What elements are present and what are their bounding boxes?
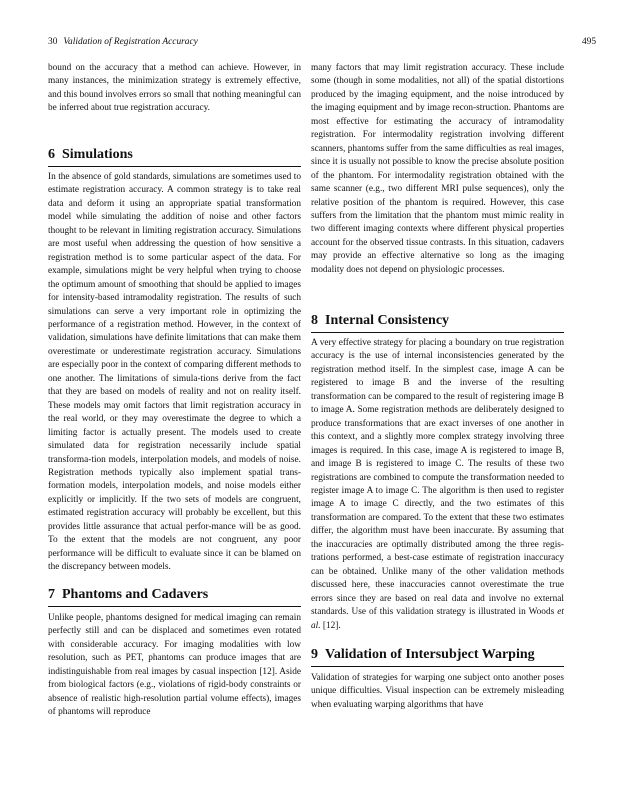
chapter-title: Validation of Registration Accuracy [63, 37, 198, 47]
section-9-body [311, 672, 564, 712]
section-7-body [48, 612, 301, 720]
continued-paragraph: many factors that may limit registration accuracy. These include some (though in some modalities, not all) of the spatial distortions produced by the imaging equipment, and the noise introduced by the imaging equipment and by image recon-struction. Phantoms are most effective for estimating the accuracy of intramodality registration. For intermodality registration involving different scanners, phantoms suffer from the same difficulties as real images, since it is usually not possible to know the precise absolute position of the phantom. For intermodality registration obtained with the same scanner (e.g., two different MRI pulse sequences), only the relative position of the phantom is required. However, this case suffers from the limitation that the phantom must mimic reality in two different imaging contexts where different physical properties account for the observed tissue contrasts. In this situation, cadavers may provide an effective alternative so long as the imaging modality does not depend on physiologic processes. [311, 63, 564, 275]
section-8-title: Internal Consistency [325, 313, 450, 328]
running-header [48, 37, 596, 51]
section-7-title: Phantoms and Cadavers [62, 587, 209, 602]
section-7-heading [48, 586, 301, 607]
section-6-number: 6 [48, 147, 55, 162]
section-8-paragraph [311, 337, 564, 633]
page-number: 495 [581, 37, 596, 47]
section-8-heading [311, 312, 564, 333]
section-9-paragraph: Validation of strategies for warping one subject onto another poses unique difficulties. Visual inspection can be extremely misleading when evaluating warping algorithms that have [311, 673, 564, 710]
section-7-paragraph: Unlike people, phantoms designed for medical imaging can remain perfectly still and can be displaced and sometimes even rotated with considerable accuracy. For imaging modalities with low resolution, such as PET, phantoms can produce images that are indistinguishable from real images by casual inspection [12]. Aside from biological factors (e.g., violations of rigid-body constraints or absence of realistic high-resolution partial volume effects), images of phantoms will reproduce [48, 613, 301, 718]
section-9-title: Validation of Intersubject Warping [325, 647, 535, 662]
intro-block [48, 62, 301, 116]
citation-et-al: et al. [311, 607, 564, 631]
section-6-heading [48, 146, 301, 167]
running-header-left [48, 37, 198, 47]
section-7-number: 7 [48, 587, 55, 602]
section-6-title: Simulations [62, 147, 133, 162]
section-6-body [48, 171, 301, 575]
chapter-number: 30 [48, 37, 58, 47]
section-8-text: A very effective strategy for placing a boundary on true registration accuracy is the use of internal inconsistencies generated by the registration method itself. In the simplest case, image A can be registered to image B and the inverse of the resulting transformation can be compared to the result of registering image B to image A. Some registration methods are deliberately designed to produce transformations that are exact inverses of one another in this context, and a slightly more complex strategy involving three images is required. In this case, image A is registered to image B, and image B is registered to image C. The results of these two registrations are combined to compute the transformation needed to register image A to image C. The algorithm is then used to register image A to image C directly, and the two estimates of this transformation are compared. To the extent that these two estimates differ, the algorithm must have been inaccurate. By assuming that the inaccuracies are optimally distributed among the three regis-trations performed, a best-case estimate of registration inaccuracy can be obtained. Unlike many of the other validation methods discussed here, these inaccuracies cannot overestimate the true errors since they are based on real data and involve no external standards. Use of this validation strategy is illustrated in Woods [311, 338, 564, 618]
intro-paragraph: bound on the accuracy that a method can achieve. However, in many instances, the minimization strategy is extremely effective, and this bound involves errors so small that nothing meaningful can be inferred about true registration accuracy. [48, 63, 301, 114]
section-9-heading [311, 646, 564, 667]
section-8-number: 8 [311, 313, 318, 328]
section-6-paragraph: In the absence of gold standards, simulations are sometimes used to estimate registration accuracy. A common strategy is to take real data and deform it using an appropriate spatial transformation model while simulating the addition of noise and other factors thought to be relevant in limiting registration accuracy. Simulations are most useful when addressing the question of how sensitive a registration method is to some particular aspect of the data. For example, simulations might be very helpful when trying to choose the optimum amount of smoothing that should be applied to images for intensity-based intramodality registration. The results of such simulations can serve a very important role in optimizing the performance of a registration method. However, in the context of validation, simulations have definite limitations that can make them overestimate or underestimate registration accuracy. Simulations are especially poor in the context of comparing different methods to one another. The limitations of simula-tions derive from the fact that they are based on models of reality and not on reality itself. These models may omit factors that limit registration accuracy in the real world, or they may overestimate the degree to which a limiting factor is actually present. The models used to create simulated data for registration necessarily include spatial transforma-tion models, interpolation models, and models of noise. Registration methods typically also implement spatial trans-formation models, interpolation models, and noise models either explicitly or implicitly. If the two sets of models are congruent, estimated registration accuracy will probably be excellent, but this provides little assurance that actual perfor-mance will be as good. To the extent that the models are not congruent, any poor performance will be difficult to evaluate since it can be blamed on the discrepancy between models. [48, 172, 301, 573]
section-8-body [311, 337, 564, 633]
section-9-number: 9 [311, 647, 318, 662]
citation-ref: [12]. [320, 620, 341, 631]
continued-block [311, 62, 564, 277]
